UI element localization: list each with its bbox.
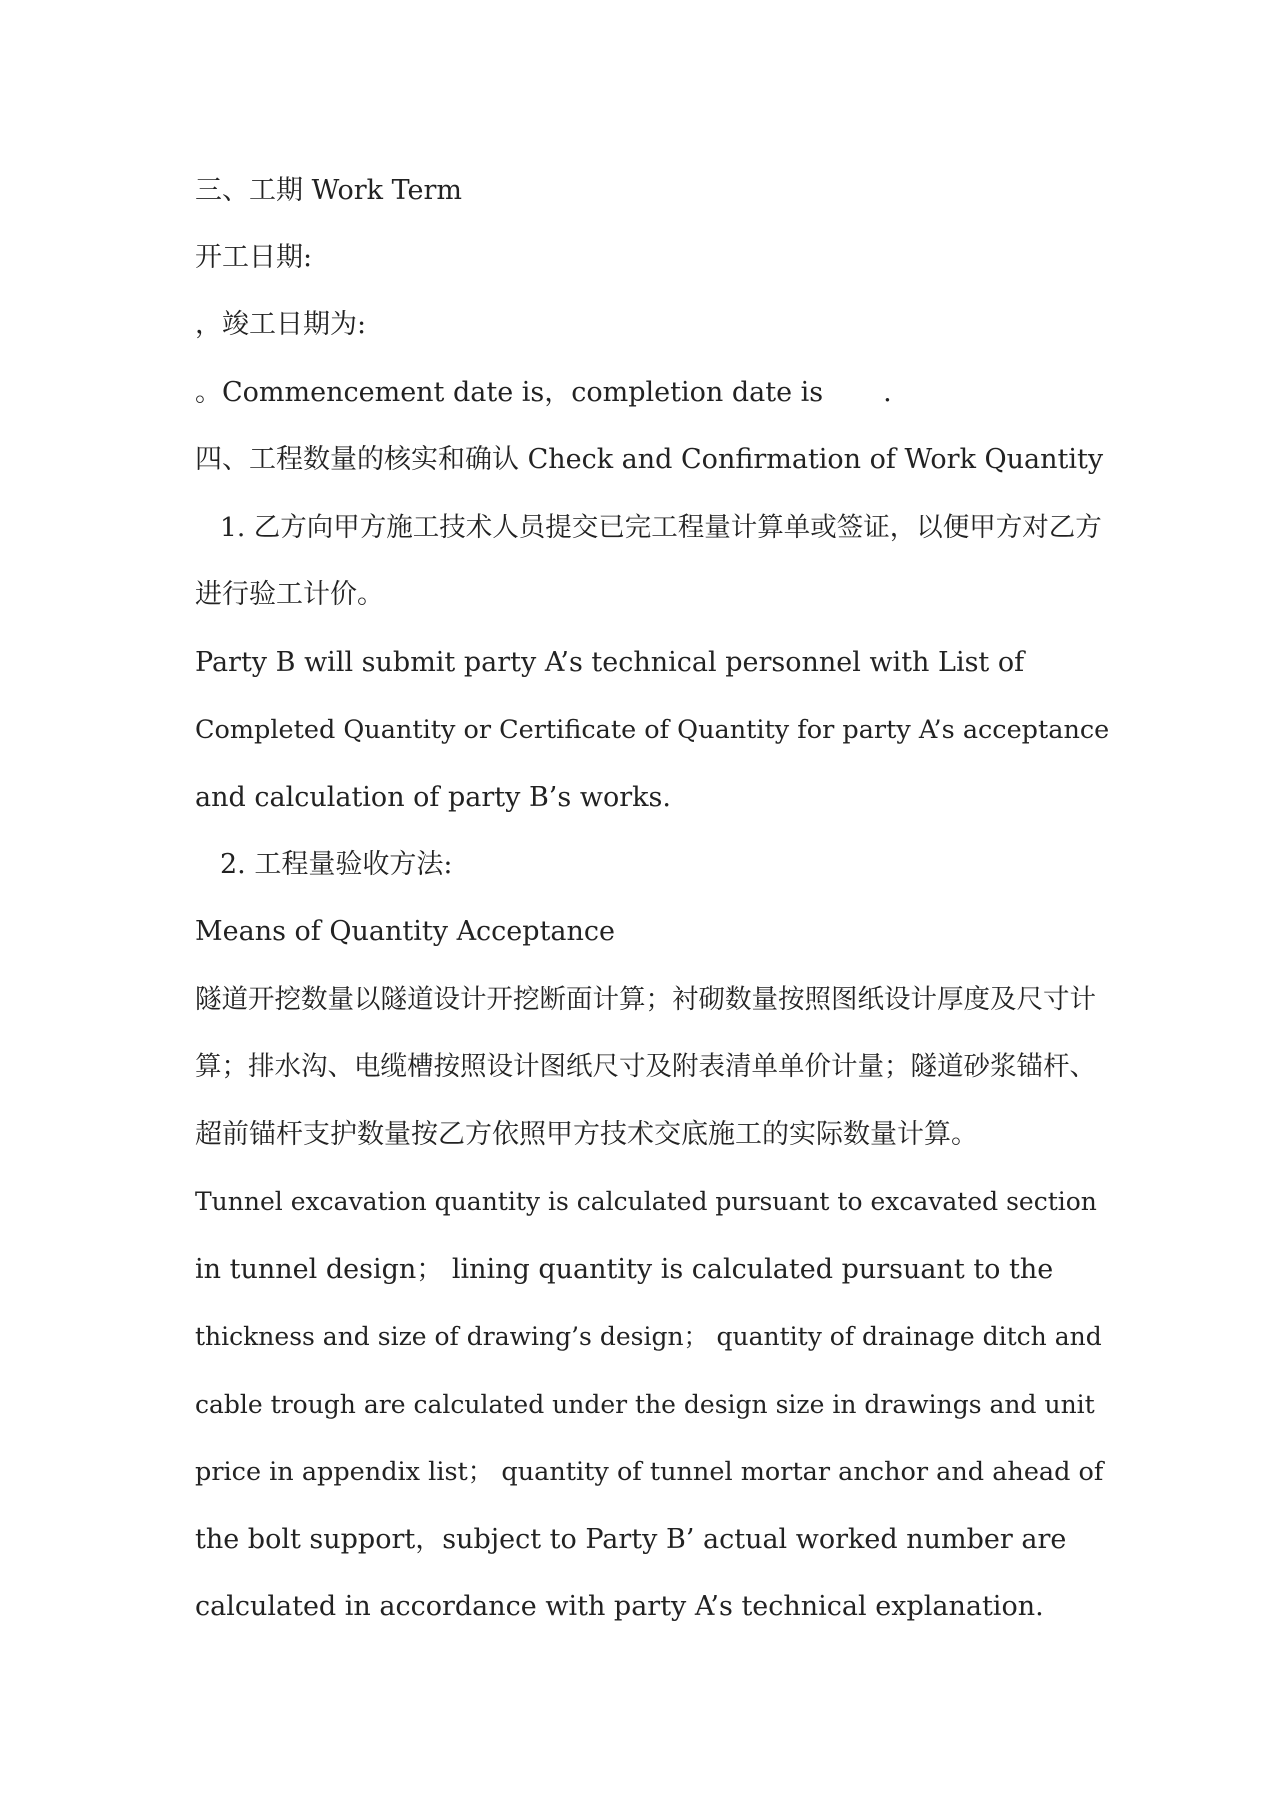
- start-date-label: 开工日期:: [195, 242, 313, 273]
- item1-zh-line2: 进行验工计价。: [195, 579, 384, 610]
- item2-zh-title: 2. 工程量验收方法:: [220, 849, 453, 880]
- item1-en-line3: and calculation of party B’s works.: [195, 782, 671, 813]
- commencement-english-text: 。Commencement date is，completion date is: [195, 377, 824, 408]
- item2-en-line2: in tunnel design； lining quantity is calculated pursuant to the: [195, 1254, 1054, 1285]
- item2-zh-line3: 超前锚杆支护数量按乙方依照甲方技术交底施工的实际数量计算。: [195, 1119, 978, 1150]
- item2-en-line3: thickness and size of drawing’s design； quantity of drainage ditch and: [195, 1322, 1102, 1351]
- item1-zh-line1: 1. 乙方向甲方施工技术人员提交已完工程量计算单或签证，以便甲方对乙方: [220, 512, 1102, 543]
- section4-heading: 四、工程数量的核实和确认 Check and Confirmation of Work Quantity: [195, 444, 1104, 475]
- item2-en-line4: cable trough are calculated under the design size in drawings and unit: [195, 1390, 1095, 1419]
- item1-en-line2: Completed Quantity or Certificate of Quantity for party A’s acceptance: [195, 715, 1110, 745]
- item1-en-line1: Party B will submit party A’s technical personnel with List of: [195, 647, 1025, 678]
- item2-en-line5: price in appendix list； quantity of tunnel mortar anchor and ahead of: [195, 1457, 1104, 1487]
- completion-date-label: ，竣工日期为:: [195, 309, 367, 340]
- item2-zh-line1: 隧道开挖数量以隧道设计开挖断面计算；衬砌数量按照图纸设计厚度及尺寸计: [195, 984, 1096, 1015]
- item2-en-line7: calculated in accordance with party A’s technical explanation.: [195, 1591, 1044, 1622]
- section3-heading: 三、工期 Work Term: [195, 175, 463, 206]
- item2-en-title: Means of Quantity Acceptance: [195, 916, 616, 947]
- commencement-english: [195, 375, 892, 411]
- commencement-english-end: .: [883, 377, 892, 408]
- item2-en-line1: Tunnel excavation quantity is calculated pursuant to excavated section: [195, 1187, 1097, 1216]
- item2-en-line6: the bolt support，subject to Party B’ actual worked number are: [195, 1524, 1067, 1555]
- item2-zh-line2: 算；排水沟、电缆槽按照设计图纸尺寸及附表清单单价计量；隧道砂浆锚杆、: [195, 1051, 1096, 1082]
